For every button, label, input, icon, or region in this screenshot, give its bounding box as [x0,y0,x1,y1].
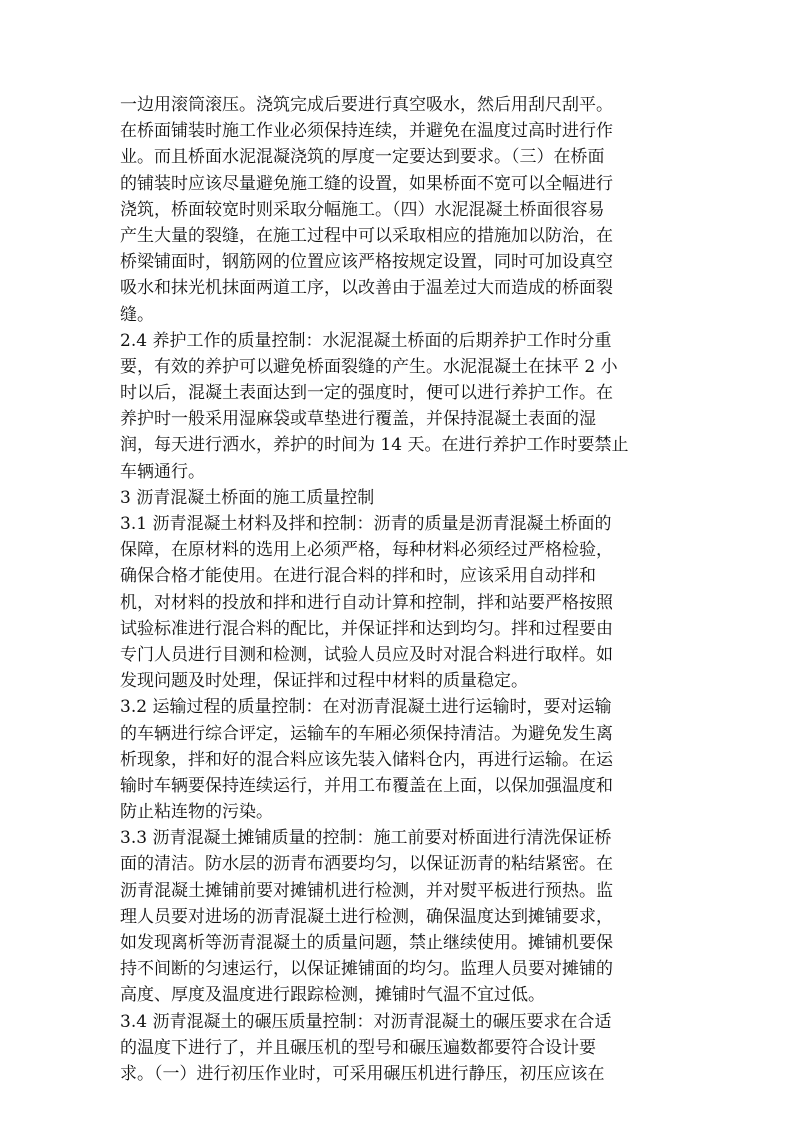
text-line: 机，对材料的投放和拌和进行自动计算和控制，拌和站要严格按照 [120,592,613,613]
text-line: 吸水和抹光机抹面两道工序，以改善由于温差过大而造成的桥面裂 [120,278,613,299]
text-line: 防止粘连物的污染。 [120,802,273,823]
text-line: 的温度下进行了，并且碾压机的型号和碾压遍数都要符合设计要 [120,1037,596,1058]
text-line: 确保合格才能使用。在进行混合料的拌和时，应该采用自动拌和 [120,566,596,587]
text-line: 的铺装时应该尽量避免施工缝的设置，如果桥面不宽可以全幅进行 [120,173,613,194]
text-line: 专门人员进行目测和检测，试验人员应及时对混合料进行取样。如 [120,644,613,665]
text-line: 要，有效的养护可以避免桥面裂缝的产生。水泥混凝土在抹平 2 小 [120,356,618,377]
text-line: 桥梁铺面时，钢筋网的位置应该严格按规定设置，同时可加设真空 [120,252,613,273]
text-line: 析现象，拌和好的混合料应该先装入储料仓内，再进行运输。在运 [120,749,613,770]
text-line: 业。而且桥面水泥混凝浇筑的厚度一定要达到要求。（三）在桥面 [120,147,605,168]
text-line: 高度、厚度及温度进行跟踪检测，摊铺时气温不宜过低。 [120,985,545,1006]
text-line: 缝。 [120,304,154,325]
text-line: 浇筑，桥面较宽时则采取分幅施工。（四）水泥混凝土桥面很容易 [120,199,605,220]
text-line: 求。（一）进行初压作业时，可采用碾压机进行静压，初压应该在 [120,1063,605,1084]
text-line: 3.3 沥青混凝土摊铺质量的控制：施工前要对桥面进行清洗保证桥 [120,828,612,849]
text-line: 发现问题及时处理，保证拌和过程中材料的质量稳定。 [120,671,528,692]
text-line: 保障，在原材料的选用上必须严格，每种材料必须经过严格检验， [120,540,613,561]
text-line: 3.1 沥青混凝土材料及拌和控制：沥青的质量是沥青混凝土桥面的 [120,514,612,534]
text-line: 养护时一般采用湿麻袋或草垫进行覆盖，并保持混凝土表面的湿 [120,409,596,430]
text-line: 3 沥青混凝土桥面的施工质量控制 [120,487,375,508]
text-line: 输时车辆要保持连续运行，并用工布覆盖在上面，以保加强温度和 [120,775,613,796]
text-line: 产生大量的裂缝，在施工过程中可以采取相应的措施加以防治，在 [120,225,613,246]
text-line: 如发现离析等沥青混凝土的质量问题，禁止继续使用。摊铺机要保 [120,933,613,953]
text-line: 一边用滚筒滚压。浇筑完成后要进行真空吸水，然后用刮尺刮平。 [120,95,613,115]
text-line: 时以后，混凝土表面达到一定的强度时，便可以进行养护工作。在 [120,383,613,404]
text-line: 理人员要对进场的沥青混凝土进行检测，确保温度达到摊铺要求， [120,906,613,927]
text-line: 在桥面铺装时施工作业必须保持连续，并避免在温度过高时进行作 [120,121,613,142]
body-text [120,92,680,1087]
text-line: 的车辆进行综合评定，运输车的车厢必须保持清洁。为避免发生离 [120,723,613,744]
text-line: 面的清洁。防水层的沥青布洒要均匀，以保证沥青的粘结紧密。在 [120,854,613,875]
text-line: 沥青混凝土摊铺前要对摊铺机进行检测，并对熨平板进行预热。监 [120,880,613,901]
text-line: 润，每天进行洒水，养护的时间为 14 天。在进行养护工作时要禁止 [120,435,629,456]
text-line: 试验标准进行混合料的配比，并保证拌和达到均匀。拌和过程要由 [120,618,613,639]
text-line: 3.4 沥青混凝土的碾压质量控制：对沥青混凝土的碾压要求在合适 [120,1011,612,1032]
text-line: 2.4 养护工作的质量控制：水泥混凝土桥面的后期养护工作时分重 [120,330,612,351]
text-line: 持不间断的匀速运行，以保证摊铺面的均匀。监理人员要对摊铺的 [120,959,613,980]
text-line: 3.2 运输过程的质量控制：在对沥青混凝土进行运输时，要对运输 [120,697,612,718]
text-line: 车辆通行。 [120,461,205,482]
